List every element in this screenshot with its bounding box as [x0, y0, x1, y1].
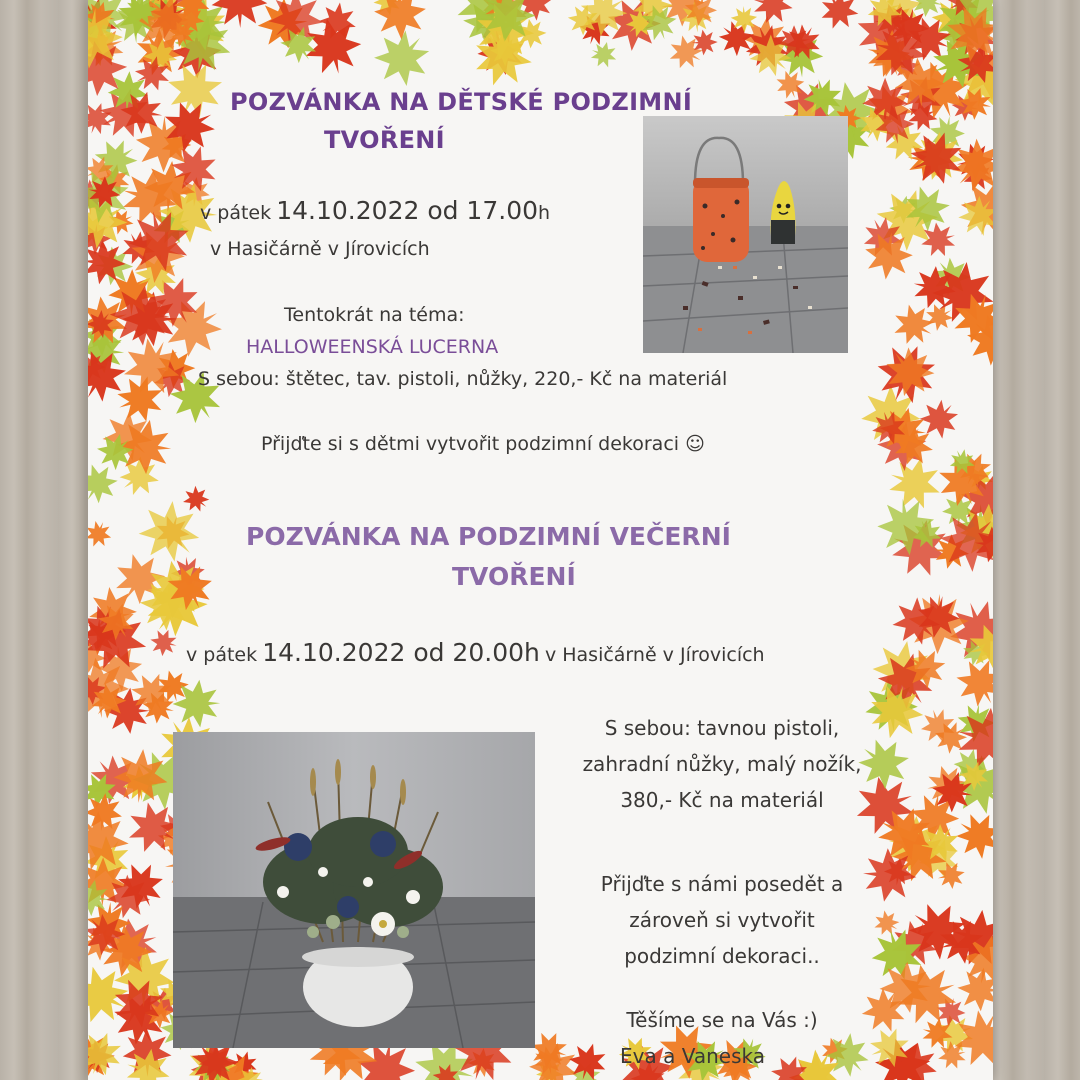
lantern-photo: [643, 116, 848, 353]
invitation-poster: [88, 0, 993, 1080]
leaf-decoration: [88, 1026, 128, 1080]
flower-arrangement-photo-image: [173, 732, 535, 1048]
event2-bring-line2: zahradní nůžky, malý nožík,: [582, 752, 862, 776]
event2-invite-line2: zároveň si vytvořit: [629, 908, 815, 932]
event1-date: 14.10.2022 od 17.00: [276, 196, 539, 225]
event2-invite-line3: podzimní dekoraci..: [624, 944, 820, 968]
lantern-photo-image: [643, 116, 848, 353]
event2-date: 14.10.2022 od 20.00h: [262, 638, 540, 667]
event2-place: v Hasičárně v Jírovicích: [544, 644, 765, 666]
flower-arrangement-photo: [173, 732, 535, 1048]
leaf-decoration: [88, 517, 115, 551]
event1-invite: Přijďte si s dětmi vytvořit podzimní dekoraci ☺: [261, 433, 705, 455]
event2-invite-line1: Přijďte s námi posedět a: [600, 872, 844, 896]
event2-invite-block: [562, 866, 882, 974]
leaf-decoration: [587, 38, 621, 72]
event1-place: v Hasičárně v Jírovicích: [210, 238, 430, 260]
event2-title-line2: TVOŘENÍ: [452, 562, 576, 591]
leaf-decoration: [750, 0, 797, 28]
leaf-decoration: [210, 0, 268, 29]
event1-title-line2: TVOŘENÍ: [324, 126, 445, 154]
event2-bring-line3: 380,- Kč na materiál: [620, 788, 824, 812]
event1-theme: HALLOWEENSKÁ LUCERNA: [246, 336, 499, 358]
event1-date-line: [200, 196, 550, 225]
leaf-decoration: [948, 804, 993, 867]
event2-bring-line1: S sebou: tavnou pistoli,: [604, 716, 840, 740]
leaf-decoration: [886, 297, 940, 351]
event2-signature: Eva a Vaneska: [620, 1044, 765, 1068]
event2-date-line: [186, 638, 765, 667]
event1-bring: S sebou: štětec, tav. pistoli, nůžky, 220,- Kč na materiál: [198, 368, 728, 390]
leaf-decoration: [178, 481, 214, 517]
leaf-decoration: [88, 456, 125, 510]
leaf-decoration: [373, 0, 427, 41]
event1-date-suffix: h: [538, 202, 551, 224]
event2-title-line1: POZVÁNKA NA PODZIMNÍ VEČERNÍ: [246, 522, 731, 551]
event2-closing: Těšíme se na Vás :): [626, 1008, 818, 1032]
leaf-decoration: [948, 650, 993, 714]
event1-theme-label: Tentokrát na téma:: [284, 304, 465, 326]
event1-date-prefix: v pátek: [200, 202, 272, 224]
event1-title-line1: POZVÁNKA NA DĚTSKÉ PODZIMNÍ: [230, 88, 693, 116]
leaf-decoration: [917, 219, 960, 262]
leaf-decoration: [814, 0, 866, 37]
event2-bring-block: [562, 710, 882, 818]
event2-date-prefix: v pátek: [186, 644, 258, 666]
